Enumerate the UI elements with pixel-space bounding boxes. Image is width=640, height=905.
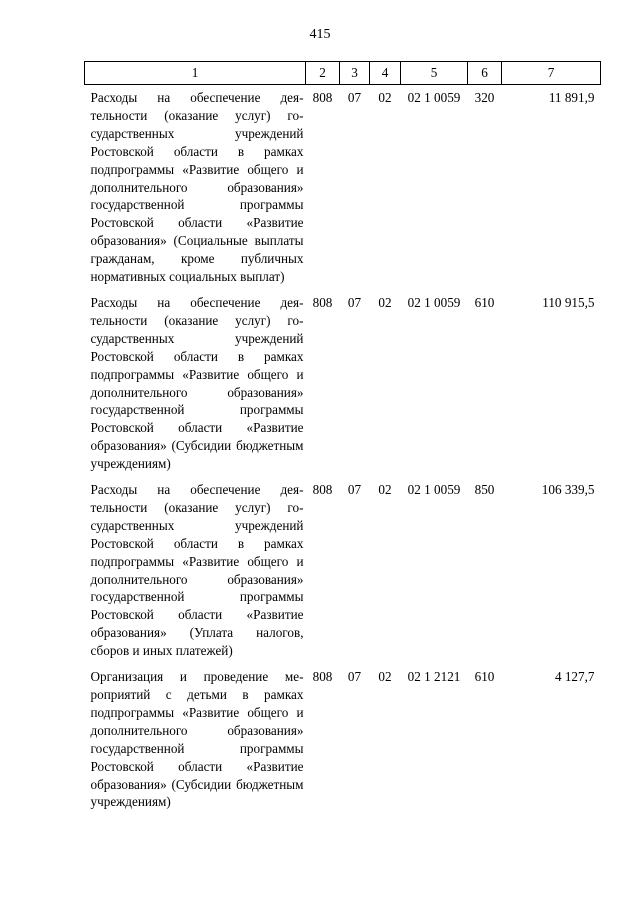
row-subsection-code: 02 [378,294,392,310]
row-expense-type: 610 [474,294,495,310]
row-expense-type: 850 [474,482,495,498]
header-col-6: 6 [468,62,502,85]
row-subsection-code: 02 [378,90,392,105]
table-row [85,664,601,815]
row-expense-type: 320 [474,90,495,105]
row-target-article: 02 1 0059 [407,90,461,105]
header-col-4: 4 [370,62,401,85]
page-number: 415 [309,27,331,42]
table-row [85,85,601,290]
row-amount: 110 915,5 [542,294,595,310]
row-description: Организация и проведение мероприятий с детьми в рамках подпрограммы «Развитие общего и дополнительного образования» государственной программы Ростовской области «Развитие образования» (Субсидии бюджетным учреждениям) [90,669,304,810]
table-header [85,62,601,85]
row-section-code: 07 [347,90,362,105]
row-amount: 106 339,5 [541,482,595,498]
header-col-2: 2 [306,62,340,85]
row-section-code: 07 [347,669,362,685]
table-row [85,477,601,664]
row-section-code: 07 [347,482,362,498]
row-amount: 11 891,9 [548,90,595,105]
header-col-3: 3 [340,62,370,85]
row-target-article: 02 1 0059 [407,294,461,310]
table-row [85,290,601,477]
row-description: Расходы на обеспечение деятельности (оказание услуг) государственных учреждений Ростовской области в рамках подпрограммы «Развитие общего и дополнительного образования» государственной программы Ростовской области «Развитие образования» (Субсидии бюджетным учреждениям) [90,294,304,472]
row-target-article: 02 1 2121 [407,669,461,685]
row-ministry-code: 808 [312,90,333,105]
row-ministry-code: 808 [312,294,333,310]
table-body [85,85,601,816]
row-description: Расходы на обеспечение деятельности (оказание услуг) государственных учреждений Ростовской области в рамках подпрограммы «Развитие общего и дополнительного образования» государственной программы Ростовской области «Развитие образования» (Социальные выплаты гражданам, кроме публичных нормативных социальных выплат) [90,90,304,285]
row-ministry-code: 808 [312,669,333,685]
header-col-7: 7 [502,62,601,85]
header-col-5: 5 [401,62,468,85]
header-row [85,62,601,85]
row-subsection-code: 02 [378,482,392,498]
row-section-code: 07 [347,294,362,310]
row-amount: 4 127,7 [554,669,595,685]
row-subsection-code: 02 [378,669,392,685]
row-description: Расходы на обеспечение деятельности (оказание услуг) государственных учреждений Ростовской области в рамках подпрограммы «Развитие общего и дополнительного образования» государственной программы Ростовской области «Развитие образования» (Уплата налогов, сборов и иных платежей) [90,482,304,659]
row-ministry-code: 808 [312,482,333,498]
row-target-article: 02 1 0059 [407,482,461,498]
budget-table [84,61,601,815]
row-expense-type: 610 [474,669,495,685]
header-col-1: 1 [85,62,306,85]
